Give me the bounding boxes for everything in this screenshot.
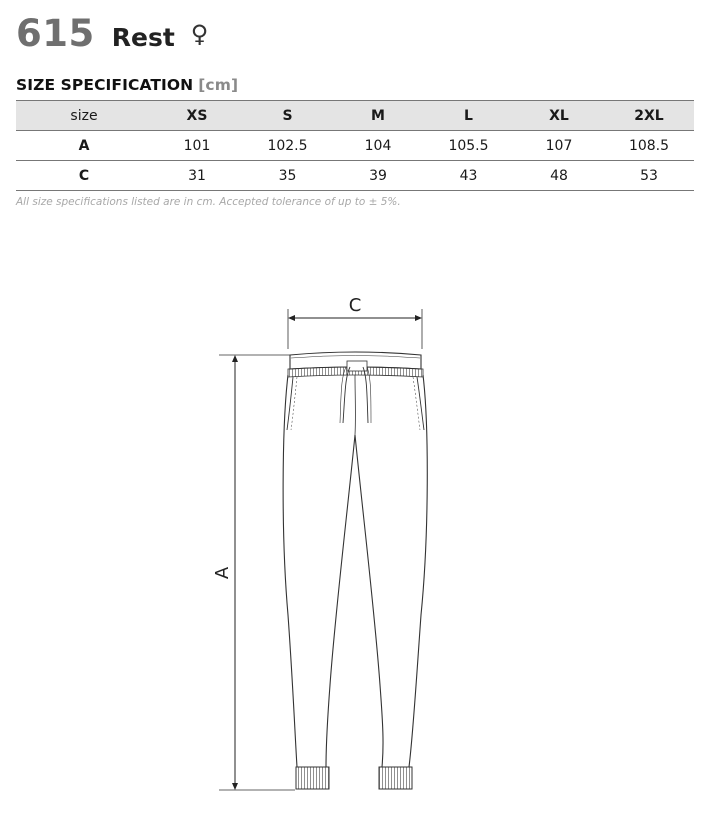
dimension-c [288,295,422,349]
pants-drawing [195,285,525,805]
table-cell: 35 [242,161,333,191]
table-cell: 39 [333,161,423,191]
pants-outline [283,352,427,789]
table-cell: 108.5 [604,131,694,161]
row-label: A [16,131,152,161]
table-cell: 43 [423,161,514,191]
female-icon: ♀ [190,20,209,48]
column-header: M [333,101,423,131]
size-spec-unit: [cm] [198,76,239,94]
column-header: XL [514,101,604,131]
column-header: 2XL [604,101,694,131]
dimension-a-label: A [212,566,233,580]
tolerance-note: All size specifications listed are in cm. Accepted tolerance of up to ± 5%. [16,196,401,208]
table-cell: 31 [152,161,242,191]
table-cell: 102.5 [242,131,333,161]
product-code: 615 [16,12,95,55]
pants-diagram [195,285,525,805]
size-spec-title [16,76,238,94]
dimension-a [212,355,295,790]
column-header: XS [152,101,242,131]
table-row [16,131,694,161]
table-cell: 101 [152,131,242,161]
size-spec-table [16,100,694,191]
product-header [16,12,208,58]
size-spec-title-text: SIZE SPECIFICATION [16,76,194,94]
column-header: size [16,101,152,131]
table-cell: 105.5 [423,131,514,161]
column-header: L [423,101,514,131]
row-label: C [16,161,152,191]
table-row [16,161,694,191]
table-cell: 48 [514,161,604,191]
dimension-c-label: C [348,295,362,316]
product-name: Rest [111,23,175,52]
column-header: S [242,101,333,131]
table-header-row [16,101,694,131]
table-cell: 53 [604,161,694,191]
table-cell: 104 [333,131,423,161]
table-cell: 107 [514,131,604,161]
